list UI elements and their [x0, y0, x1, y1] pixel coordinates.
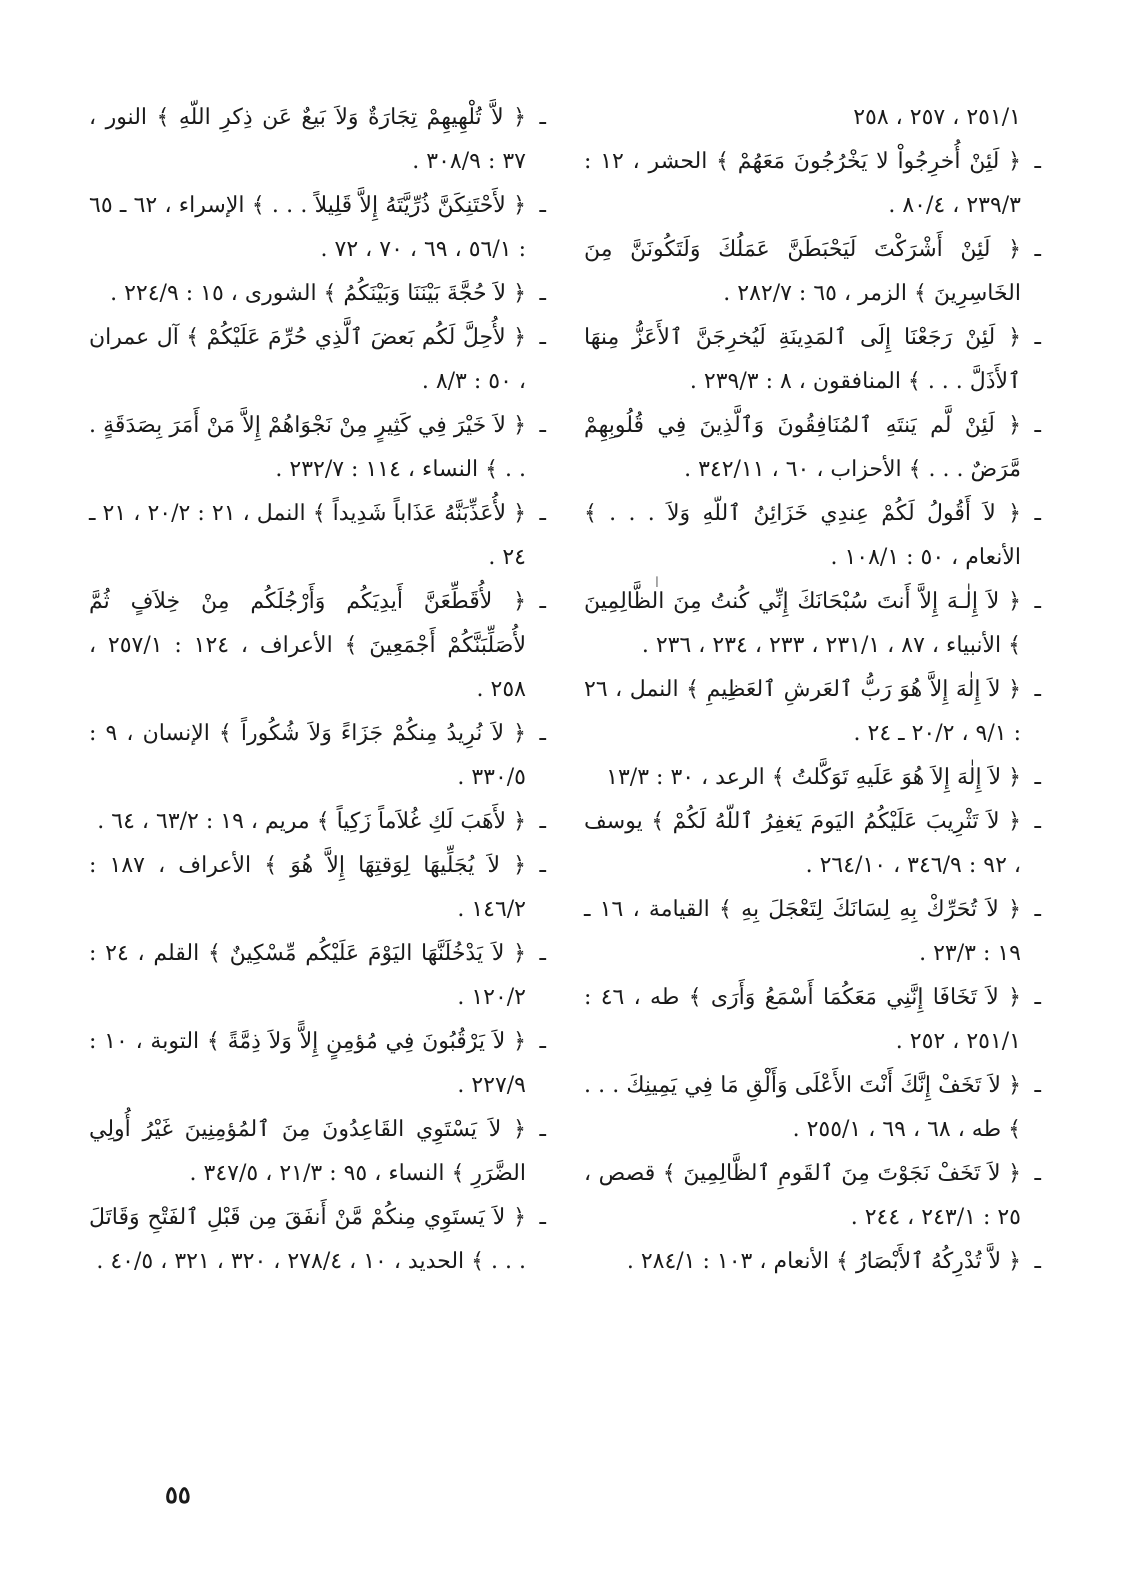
entry-dash: ـ [1034, 1073, 1041, 1098]
index-entry [89, 404, 544, 492]
entry-text: ﴿ لَئِنْ أَشْرَكْتَ لَيَحْبَطَنَّ عَمَلُكَ وَلَتَكُونَنَّ مِنَ الخَاسِرِينَ ﴾ الزمر ، ٦٥ : ٢٨٢/٧ . [584, 237, 1021, 306]
index-entry [584, 668, 1039, 756]
entry-text: ﴿ لاَ يُجَلِّيهَا لِوَقتِهَا إِلاَّ هُوَ ﴾ الأعراف ، ١٨٧ : ١٤٦/٢ . [89, 853, 527, 922]
entry-dash: ـ [539, 809, 546, 834]
index-entry [584, 492, 1039, 580]
index-entry [584, 976, 1039, 1064]
index-entry [584, 580, 1039, 668]
index-entry [584, 1064, 1039, 1152]
index-entry [89, 1196, 544, 1284]
entry-dash: ـ [539, 721, 546, 746]
entry-dash: ـ [1034, 501, 1041, 526]
entry-dash: ـ [539, 105, 546, 130]
entry-dash: ـ [1034, 677, 1041, 702]
entry-dash: ـ [1034, 589, 1041, 614]
index-entry [89, 96, 544, 184]
entry-dash: ـ [1034, 1161, 1041, 1186]
entry-text: ﴿ لأَهَبَ لَكِ غُلاَماً زَكِياً ﴾ مريم ، ١٩ : ٦٣/٢ ، ٦٤ . [97, 809, 526, 834]
entry-text: ٢٥١/١ ، ٢٥٧ ، ٢٥٨ [853, 105, 1021, 130]
entry-text: ﴿ لاَ يَسْتَوِي القَاعِدُونَ مِنَ ٱلمُؤمِنِينَ غَيْرُ أُولِي الضَّرَرِ ﴾ النساء ، ٩٥ : ٢١/٣ ، ٣٤٧/٥ . [89, 1117, 526, 1186]
entry-text: ﴿ لاَ أَقُولُ لَكُمْ عِندِي خَزَائِنُ ٱللّهِ وَلاَ . . . ﴾ الأنعام ، ٥٠ : ١٠٨/١ . [584, 501, 1021, 570]
entry-text: ﴿ لاَ تَخَفْ إِنَّكَ أَنْتَ الأَعْلَى وَأَلْقِ مَا فِي يَمِينِكَ . . . ﴾ طه ، ٦٨ ، ٦٩ ، ٢٥٥/١ . [584, 1073, 1021, 1142]
index-entry [584, 228, 1039, 316]
entry-dash: ـ [539, 1205, 546, 1230]
entry-dash: ـ [539, 413, 546, 438]
index-entry [584, 140, 1039, 228]
entry-text: ﴿ لاَ تَثْرِيبَ عَلَيْكُمُ اليَومَ يَغفِرُ ٱللّهُ لَكُمْ ﴾ يوسف ، ٩٢ : ٣٤٦/٩ ، ٢٦٤/١٠ . [584, 809, 1021, 878]
page-number: ٥٥ [165, 1480, 191, 1509]
entry-text: ﴿ لأُعَذِّبَنَّهُ عَذَاباً شَدِيداً ﴾ النمل ، ٢١ : ٢٠/٢ ، ٢١ ـ ٢٤ . [89, 501, 526, 570]
index-column-right [584, 96, 1039, 1284]
entry-dash: ـ [539, 941, 546, 966]
index-entry [89, 1020, 544, 1108]
entry-dash: ـ [1034, 237, 1041, 262]
entry-text: ﴿ لَئِنْ أُخرِجُواْ لا يَخْرُجُونَ مَعَهُمْ ﴾ الحشر ، ١٢ : ٢٣٩/٣ ، ٨٠/٤ . [584, 149, 1022, 218]
index-entry [89, 800, 544, 844]
index-entry [584, 316, 1039, 404]
entry-text: ﴿ لأُحِلَّ لَكُم بَعضَ ٱلَّذِي حُرِّمَ عَلَيْكُمْ ﴾ آل عمران ، ٥٠ : ٨/٣ . [89, 325, 526, 394]
entry-text: ﴿ لأُقَطِّعَنَّ أَيدِيَكُم وَأَرْجُلَكُم مِنْ خِلاَفٍ ثُمَّ لأُصَلِّبَنَّكُمْ أَجْمَعِينَ ﴾ الأعراف ، ١٢٤ : ٢٥٧/١ ، ٢٥٨ . [89, 589, 527, 702]
index-entry [89, 316, 544, 404]
entry-dash: ـ [1034, 809, 1041, 834]
entry-dash: ـ [539, 281, 546, 306]
entry-dash: ـ [1034, 149, 1041, 174]
entry-dash: ـ [539, 853, 546, 878]
index-entry [89, 272, 544, 316]
entry-text: ﴿ لاَ إِلٰهَ إِلاَّ هُوَ رَبُّ ٱلعَرشِ ٱلعَظِيمِ ﴾ النمل ، ٢٦ : ٩/١ ، ٢٠/٢ ـ ٢٤ . [584, 677, 1021, 746]
stray-mark: ا [655, 575, 659, 591]
entry-text: ﴿ لاَ تَخَافَا إِنَّنِي مَعَكُمَا أَسْمَعُ وَأَرَى ﴾ طه ، ٤٦ : ٢٥١/١ ، ٢٥٢ . [584, 985, 1022, 1054]
entry-dash: ـ [1034, 897, 1041, 922]
entry-text: ﴿ لاَ يَستَوِي مِنكُمْ مَّنْ أَنفَقَ مِن قَبْلِ ٱلفَتْحِ وَقَاتَلَ . . . ﴾ الحديد ، ١٠ ، ٢٧٨/٤ ، ٣٢٠ ، ٣٢١ ، ٤٠/٥ . [89, 1205, 527, 1274]
entry-text: ﴿ لاَ يَدْخُلَنَّهَا اليَوْمَ عَلَيْكُم مِّسْكِينٌ ﴾ القلم ، ٢٤ : ١٢٠/٢ . [89, 941, 527, 1010]
entry-text: ﴿ لاَ يَرْقُبُونَ فِي مُؤمِنٍ إِلاًّ وَلاَ ذِمَّةً ﴾ التوبة ، ١٠ : ٢٢٧/٩ . [89, 1029, 526, 1098]
index-entry [89, 580, 544, 712]
entry-dash: ـ [539, 193, 546, 218]
entry-text: ﴿ لاَ إِلٰهَ إِلاَ هُوَ عَلَيهِ تَوَكَّلتُ ﴾ الرعد ، ٣٠ : ١٣/٣ [606, 765, 1021, 790]
entry-text: ﴿ لاَّ تُلْهِيهِمْ تِجَارَةٌ وَلاَ بَيعٌ عَن ذِكرِ اللّهِ ﴾ النور ، ٣٧ : ٣٠٨/٩ . [89, 105, 526, 174]
index-entry [89, 1108, 544, 1196]
entry-text: ﴿ لاَ حُجَّةَ بَيْنَنَا وَبَيْنَكُمُ ﴾ الشورى ، ١٥ : ٢٢٤/٩ . [110, 281, 526, 306]
entry-dash: ـ [539, 589, 546, 614]
entry-dash: ـ [1034, 1249, 1041, 1274]
entry-text: ﴿ لَئِنْ رَجَعْنَا إِلَى ٱلمَدِينَةِ لَيُخرِجَنَّ ٱلأَعَزُّ مِنهَا ٱلأَذَلَّ . . . ﴾ المنافقون ، ٨ : ٢٣٩/٣ . [584, 325, 1021, 394]
entry-dash: ـ [1034, 325, 1041, 350]
entry-dash: ـ [1034, 413, 1041, 438]
index-entry [584, 800, 1039, 888]
index-entry [89, 492, 544, 580]
index-entry [584, 404, 1039, 492]
entry-text: ﴿ لاَّ تُدْرِكُهُ ٱلأَبْصَارُ ﴾ الأنعام ، ١٠٣ : ٢٨٤/١ . [626, 1249, 1021, 1274]
index-entry [584, 96, 1039, 140]
index-entry [89, 712, 544, 800]
entry-text: ﴿ لاَ نُرِيدُ مِنكُمْ جَزَاءً وَلاَ شُكُوراً ﴾ الإنسان ، ٩ : ٣٣٠/٥ . [89, 721, 527, 790]
entry-text: ﴿ لَئِنْ لَّم يَنتَهِ ٱلمُنَافِقُونَ وَٱلَّذِينَ فِي قُلُوبِهِمْ مَّرَضٌ . . . ﴾ الأحزاب ، ٦٠ ، ٣٤٢/١١ . [584, 413, 1021, 482]
entry-text: ﴿ لأَحْتَنِكَنَّ ذُرِّيَّتَهُ إِلاَّ قَلِيلاً . . . ﴾ الإسراء ، ٦٢ ـ ٦٥ : ٥٦/١ ، ٦٩ ، ٧٠ ، ٧٢ . [89, 193, 526, 262]
entry-dash: ـ [539, 501, 546, 526]
entry-dash: ـ [539, 325, 546, 350]
entry-dash: ـ [539, 1117, 546, 1142]
index-entry [584, 1240, 1039, 1284]
index-entry [584, 888, 1039, 976]
entry-dash: ـ [1034, 985, 1041, 1010]
index-entry [584, 756, 1039, 800]
index-entry [584, 1152, 1039, 1240]
index-entry [89, 844, 544, 932]
entry-text: ﴿ لاَ إِلٰـهَ إِلاَّ أَنتَ سُبْحَانَكَ إِنِّي كُنتُ مِنَ الظَّالِمِينَ ﴾ الأنبياء ، ٨٧ ، ٢٣١/١ ، ٢٣٣ ، ٢٣٤ ، ٢٣٦ . [584, 589, 1021, 658]
index-entry [89, 184, 544, 272]
index-column-left [89, 96, 544, 1284]
entry-text: ﴿ لاَ تُحَرِّكْ بِهِ لِسَانَكَ لِتَعْجَلَ بِهِ ﴾ القيامة ، ١٦ ـ ١٩ : ٢٣/٣ . [584, 897, 1021, 966]
index-entry [89, 932, 544, 1020]
entry-text: ﴿ لاَ خَيْرَ فِي كَثِيرٍ مِنْ نَجْوَاهُمْ إِلاَّ مَنْ أَمَرَ بِصَدَقَةٍ . . . ﴾ النساء ، ١١٤ : ٢٣٢/٧ . [89, 413, 526, 482]
entry-dash: ـ [539, 1029, 546, 1054]
entry-text: ﴿ لاَ تَخَفْ نَجَوْتَ مِنَ ٱلقَومِ ٱلظَّالِمِينَ ﴾ قصص ، ٢٥ : ٢٤٣/١ ، ٢٤٤ . [584, 1161, 1021, 1230]
entry-dash: ـ [1034, 765, 1041, 790]
